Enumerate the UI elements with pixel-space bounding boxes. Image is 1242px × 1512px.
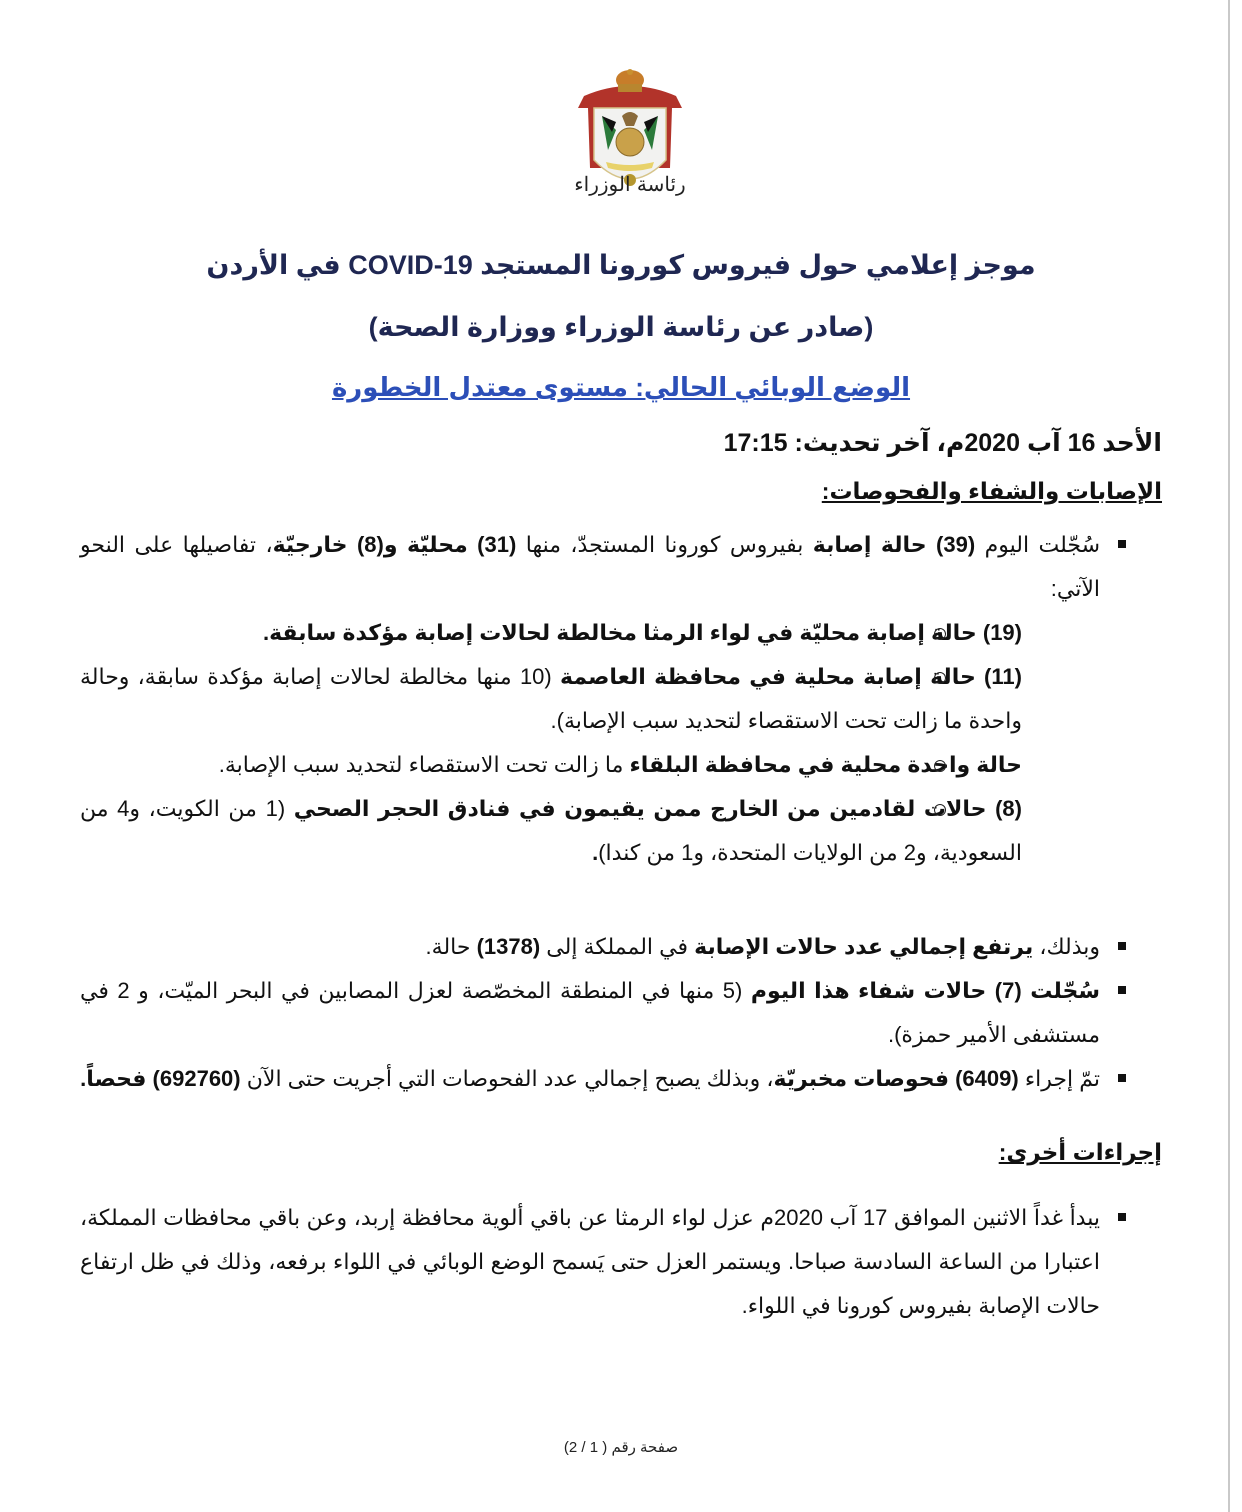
list-item <box>80 611 1084 655</box>
paragraph-text <box>80 796 1022 865</box>
bold-text: . <box>592 840 599 865</box>
bold-text: يرتفع إجمالي عدد حالات الإصابة <box>694 934 1034 959</box>
text: ما زالت تحت الاستقصاء لتحديد سبب الإصابة. <box>218 752 630 777</box>
epidemic-status-link[interactable]: الوضع الوبائي الحالي: مستوى معتدل الخطورة <box>331 372 911 402</box>
text: (10 منها مخالطة لحالات إصابة مؤكدة سابقة، وحالة واحدة ما زالت تحت الاستقصاء لتحديد سبب الإصابة). <box>80 664 1022 733</box>
text: (5 منها في المنطقة المخصّصة لعزل المصابين في البحر الميّت، و 2 في مستشفى الأمير حمزة). <box>80 978 1100 1047</box>
list-item <box>80 1196 1162 1328</box>
text: حالة. <box>425 934 477 959</box>
list-item <box>80 925 1162 969</box>
page-edge <box>1228 0 1230 1512</box>
section-heading-cases: الإصابات والشفاء والفحوصات: <box>821 478 1162 504</box>
logo-caption: رئاسة الوزراء <box>574 172 686 196</box>
text: وبذلك، <box>1033 934 1100 959</box>
list-item <box>80 655 1084 743</box>
document-title: موجز إعلامي حول فيروس كورونا المستجد COVID-19 في الأردن <box>206 250 1036 280</box>
bold-text: (11) حالة إصابة محلية في محافظة العاصمة <box>560 664 1022 689</box>
list-item <box>80 523 1162 875</box>
bold-text: سُجّلت (7) حالات شفاء هذا اليوم <box>750 978 1100 1003</box>
bold-text: (1378) <box>476 934 541 959</box>
paragraph-text <box>80 978 1100 1047</box>
paragraph-text <box>80 532 1100 601</box>
bold-text: (692760) فحصاً. <box>80 1066 241 1091</box>
bold-text: (8) حالات لقادمين من الخارج ممن يقيمون في فنادق الحجر الصحي <box>293 796 1022 821</box>
paragraph-text <box>80 664 1022 733</box>
bold-text: (6409) فحوصات مخبريّة <box>773 1066 1019 1091</box>
other-measures-list <box>80 1196 1162 1328</box>
list-item <box>80 787 1084 875</box>
summary-list <box>80 925 1162 1101</box>
list-item <box>80 743 1084 787</box>
page-number: صفحة رقم ( 1 / 2) <box>563 1439 679 1456</box>
text: سُجّلت اليوم <box>975 532 1101 557</box>
text: بفيروس كورونا المستجدّ، منها <box>516 532 813 557</box>
text: في المملكة إلى <box>540 934 695 959</box>
document-body <box>80 428 1162 1328</box>
bold-text: (31) محليّة و(8) خارجيّة <box>272 532 517 557</box>
text: تمّ إجراء <box>1018 1066 1100 1091</box>
text: ، وبذلك يصبح إجمالي عدد الفحوصات التي أجريت حتى الآن <box>240 1066 774 1091</box>
text: (1 من الكويت، و4 من السعودية، و2 من الولايات المتحدة، و1 من كندا) <box>80 796 1022 865</box>
bold-text: (39) حالة إصابة <box>812 532 976 557</box>
text: يبدأ غداً الاثنين الموافق 17 آب 2020م عزل لواء الرمثا عن باقي ألوية محافظة إربد، وعن باقي محافظات المملكة، اعتبارا من الساعة السادسة صباحا. ويستمر العزل حتى يَسمح الوضع الوبائي في اللواء برفعه، وذلك في ظل ارتفاع حالات الإصابة بفيروس كورونا في اللواء. <box>80 1205 1100 1318</box>
paragraph-text <box>80 1205 1100 1318</box>
section-heading-other: إجراءات أخرى: <box>998 1139 1162 1165</box>
case-details-list <box>80 611 1162 875</box>
document-subtitle: (صادر عن رئاسة الوزراء ووزارة الصحة) <box>368 312 874 342</box>
bold-text: حالة واحدة محلية في محافظة البلقاء <box>629 752 1022 777</box>
text: ، تفاصيلها على النحو الآتي: <box>80 532 1100 601</box>
list-item <box>80 969 1162 1057</box>
paragraph-text <box>263 620 1022 645</box>
list-item <box>80 1057 1162 1101</box>
dateline: الأحد 16 آب 2020م، آخر تحديث: 17:15 <box>723 429 1162 457</box>
bold-text: (19) حالة إصابة محليّة في لواء الرمثا مخالطة لحالات إصابة مؤكدة سابقة. <box>262 620 1022 645</box>
paragraph-text <box>80 1066 1100 1091</box>
paragraph-text <box>219 752 1022 777</box>
cases-list <box>80 523 1162 875</box>
paragraph-text <box>426 934 1100 959</box>
